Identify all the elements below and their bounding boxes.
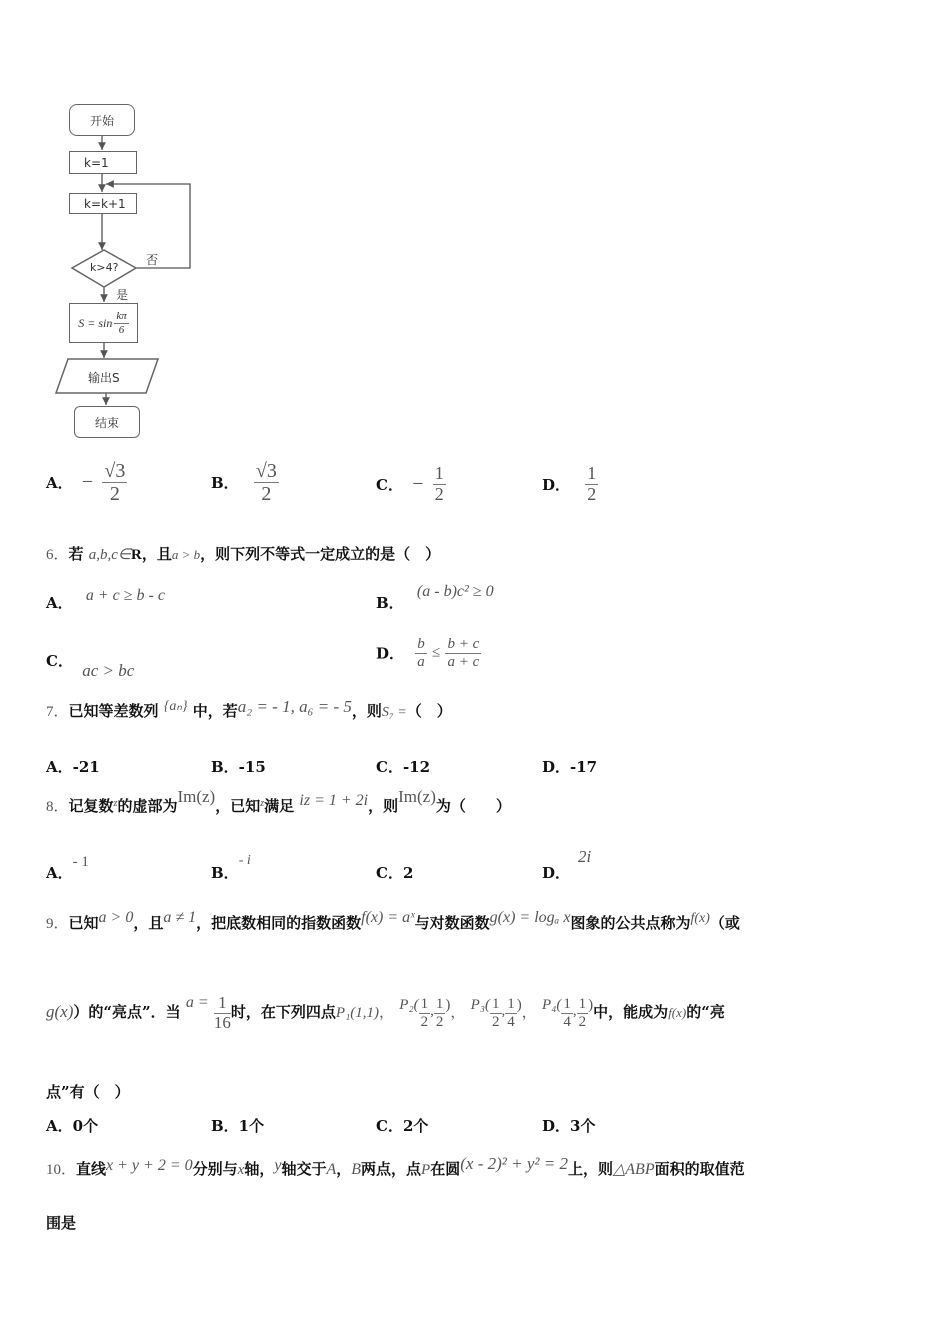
q7-text-1: 已知等差数列 <box>68 702 159 720</box>
q9-stem-line-1 <box>46 909 740 933</box>
q6-number: 6． <box>46 547 69 563</box>
q6-d-lhs-den: a <box>417 653 425 670</box>
q5-b-fraction <box>254 460 279 505</box>
q6-d-rhs <box>445 636 481 670</box>
q9-math-5: f(x) <box>690 911 710 926</box>
q8-stem <box>46 787 511 816</box>
q5-option-a <box>46 460 127 505</box>
q9-p2-x-den: 2 <box>420 1013 429 1030</box>
q6-d-rhs-den: a + c <box>447 653 480 670</box>
q7-text-2: 中，若 <box>192 702 238 720</box>
no-label: 否 <box>146 253 159 267</box>
output-text: 输出S <box>88 371 120 385</box>
q9-math-6: g(x) <box>46 1002 74 1022</box>
q9-a-fraction <box>214 994 231 1032</box>
q6-d-rhs-num: b + c <box>447 636 480 652</box>
q7-option-b: B．-15 <box>211 758 266 776</box>
q8-text-4: 满足 <box>264 797 295 815</box>
q5-c-num: 1 <box>434 463 444 483</box>
start-terminal <box>69 104 135 136</box>
q10-math-tri: △ABP <box>612 1161 655 1178</box>
q9-math-9: f(x) <box>668 1005 687 1021</box>
q6-b-letter: B． <box>376 594 404 612</box>
step-text: k=k+1 <box>84 196 126 211</box>
q7-math-2: a₂ = - 1, a₆ = - 5 <box>237 697 352 716</box>
q9-p4-label: P₄( <box>542 997 562 1014</box>
q8-math-im: Im(z) <box>177 787 216 806</box>
q5-d-fraction <box>585 464 598 505</box>
q9-stem-line-3: 点”有（ ） <box>46 1083 130 1101</box>
q7-option-c: C．-12 <box>376 758 431 776</box>
q8-number: 8． <box>46 799 69 815</box>
q5-c-sign: − <box>412 472 424 495</box>
q8-text-5: ，则 <box>368 797 399 815</box>
q10-text-9: 面积的取值范 <box>654 1160 745 1178</box>
q9-text-9: 中，能成为 <box>593 1003 669 1022</box>
q9-p2-y-num: 1 <box>435 996 444 1013</box>
q8-option-c: C．2 <box>376 864 414 882</box>
q9-p1: P₁(1,1) <box>335 1005 380 1022</box>
q9-p3-x <box>490 996 502 1030</box>
q10-math-1: x + y + 2 = 0 <box>106 1157 193 1174</box>
q9-p3-label: P₃( <box>470 997 491 1014</box>
q5-option-d <box>542 464 598 505</box>
q9-option-b: B．1个 <box>211 1117 265 1135</box>
q8-option-b <box>211 848 251 882</box>
q9-p3-y <box>505 996 517 1030</box>
q6-a-math: a + c ≥ b - c <box>85 587 165 604</box>
q8-math-eq: iz = 1 + 2i <box>299 792 369 809</box>
q8-text-1: 记复数 <box>68 797 114 815</box>
assign-num: kπ <box>116 310 127 323</box>
q9-p2-x <box>419 996 431 1030</box>
flowchart-arrows <box>0 0 950 450</box>
q8-option-a <box>46 850 89 882</box>
q5-c-fraction <box>433 464 446 505</box>
yes-label: 是 <box>116 288 129 302</box>
q10-stem-line-1 <box>46 1154 745 1179</box>
q9-text-10: 的“亮 <box>686 1003 725 1022</box>
q9-p2-y-den: 2 <box>435 1013 444 1030</box>
q7-stem <box>46 697 452 721</box>
q5-a-sign: − <box>81 471 94 493</box>
q6-text-1: 若 <box>68 545 84 563</box>
q6-a-letter: A． <box>46 594 73 612</box>
q7-text-3: ，则 <box>351 702 382 720</box>
q9-text-5: 图象的公共点称为 <box>570 914 691 932</box>
q5-d-num: 1 <box>587 463 597 483</box>
q9-p2-label: P₂( <box>399 997 419 1014</box>
q5-a-letter: A． <box>46 474 73 492</box>
q5-b-den: 2 <box>261 483 272 505</box>
end-terminal <box>74 406 140 438</box>
q6-c-letter: C． <box>46 652 73 670</box>
q8-d-math: 2i <box>578 847 592 866</box>
q10-text-3: 轴， <box>244 1160 275 1178</box>
q7-option-d: D．-17 <box>542 758 598 776</box>
q9-p4-x-den: 4 <box>563 1013 571 1030</box>
q8-text-6: 为（ ） <box>435 797 511 815</box>
q10-math-p: P <box>421 1162 431 1178</box>
assign-den: 6 <box>118 323 125 336</box>
q10-text-7: 在圆 <box>430 1160 461 1178</box>
q9-option-a: A．0个 <box>46 1117 99 1135</box>
q9-p3-y-den: 4 <box>507 1013 515 1030</box>
q7-number: 7． <box>46 704 69 720</box>
q9-number: 9． <box>46 916 69 932</box>
q5-option-c <box>376 464 446 505</box>
q8-text-2: 的虚部为 <box>117 797 178 815</box>
q6-option-b <box>376 580 494 612</box>
q9-text-4: 与对数函数 <box>414 914 490 932</box>
q6-d-lhs <box>415 636 427 670</box>
q7-math-3: S₇ = <box>381 705 407 720</box>
q8-math-z: z <box>113 798 118 809</box>
q5-b-letter: B． <box>211 474 239 492</box>
q9-text-8: 时，在下列四点 <box>230 1003 336 1022</box>
q5-a-num: √3 <box>104 460 126 482</box>
q8-text-3: ，已知 <box>215 797 261 815</box>
q5-a-den: 2 <box>109 483 120 505</box>
q9-p3-y-num: 1 <box>507 996 515 1013</box>
q9-p4-y-num: 1 <box>578 996 587 1013</box>
q9-math-2: a ≠ 1 <box>163 909 197 926</box>
q9-math-4: g(x) = logₐ x <box>489 909 571 926</box>
q9-text-6: （或 <box>709 914 740 932</box>
assign-fraction <box>114 310 128 335</box>
q8-option-d <box>542 846 592 882</box>
q6-d-letter: D． <box>376 644 405 663</box>
q5-c-letter: C． <box>376 475 403 494</box>
q8-a-letter: A． <box>46 864 73 882</box>
assign-prefix: S = sin <box>78 315 113 330</box>
q6-text-3: ，则下列不等式一定成立的是（ ） <box>200 545 441 563</box>
q10-text-8: 上，则 <box>567 1160 613 1178</box>
q10-stem-line-2: 围是 <box>46 1214 77 1232</box>
q6-text-2: ，且 <box>141 545 172 563</box>
q9-option-d: D．3个 <box>542 1117 596 1135</box>
q8-math-im-2: Im(z) <box>398 787 436 806</box>
decision-text: k>4? <box>90 261 119 274</box>
q9-p2-y <box>434 996 446 1030</box>
q6-option-a <box>46 584 165 612</box>
q7-text-4: （ ） <box>406 702 452 720</box>
q8-math-z-2: z <box>260 798 265 809</box>
q7-option-a: A．-21 <box>46 758 100 776</box>
q9-math-a: a = <box>185 994 209 1012</box>
q6-option-c <box>46 650 135 680</box>
init-box <box>69 151 137 174</box>
q9-text-1: 已知 <box>68 914 99 932</box>
q5-a-fraction <box>102 460 127 505</box>
q10-text-5: ， <box>336 1160 352 1178</box>
q10-text-1: 直线 <box>76 1160 107 1178</box>
q8-b-letter: B． <box>211 864 239 882</box>
q9-p4-x-num: 1 <box>563 996 571 1013</box>
q9-stem-line-2: g(x)）的“亮点”．当 a = $\frac{1}{16}$ 时，在下列四点P₁(1,1)， P₂( $\frac{1}{2}$ , $\frac{1}{2}$ )， P₃( $\frac{1}{2}$ , $\frac{1}{4}$ )， P₄( $\frac{1}{4}$ , $\frac{1}{2}$ )中，能成为f(x)的“亮 <box>46 993 725 1032</box>
assign-box <box>69 303 138 343</box>
q6-math-2: a > b <box>171 547 201 562</box>
q9-text-7: ）的“亮点”．当 <box>73 1003 181 1022</box>
q6-d-rel: ≤ <box>431 644 441 661</box>
q9-p4-x <box>561 996 573 1030</box>
init-text: k=1 <box>84 155 109 170</box>
q10-text-6: 两点，点 <box>361 1160 422 1178</box>
q5-c-den: 2 <box>434 483 444 504</box>
q9-p3-x-num: 1 <box>492 996 500 1013</box>
q9-option-c: C．2个 <box>376 1117 429 1135</box>
q9-text-3: ，把底数相同的指数函数 <box>196 914 362 932</box>
end-text: 结束 <box>94 415 119 430</box>
q10-math-circle: (x - 2)² + y² = 2 <box>460 1154 568 1173</box>
q9-p2-x-num: 1 <box>420 996 429 1013</box>
q8-d-letter: D． <box>542 864 571 882</box>
q8-a-math: - 1 <box>72 854 89 870</box>
q5-d-den: 2 <box>587 483 597 504</box>
q9-text-2: ，且 <box>133 914 164 932</box>
q6-d-lhs-num: b <box>417 636 425 652</box>
q10-math-x: x <box>237 1162 245 1178</box>
q10-math-a: A <box>326 1161 337 1178</box>
q6-option-d <box>376 636 481 670</box>
q10-text-2: 分别与 <box>192 1160 238 1178</box>
q5-b-num: √3 <box>255 460 277 482</box>
q6-b-math: (a - b)c² ≥ 0 <box>416 583 494 600</box>
q5-option-b <box>211 460 279 505</box>
q10-number: 10． <box>46 1162 77 1178</box>
q9-a-den: 16 <box>213 1012 231 1032</box>
q6-math-1: a,b,c∈ <box>88 547 131 563</box>
q9-p4-y-den: 2 <box>578 1013 587 1030</box>
q9-math-3: f(x) = aˣ <box>361 909 415 926</box>
q6-stem <box>46 543 440 564</box>
q8-b-math: - i <box>238 853 251 868</box>
step-box <box>69 193 137 214</box>
q5-d-letter: D． <box>542 475 571 494</box>
q9-p4-y <box>577 996 589 1030</box>
q9-a-num: 1 <box>214 994 231 1014</box>
q10-text-4: 轴交于 <box>281 1160 327 1178</box>
q6-c-math: ac > bc <box>82 661 135 680</box>
q9-p3-x-den: 2 <box>492 1013 500 1030</box>
q10-math-b: B <box>351 1161 362 1178</box>
q9-math-1: a > 0 <box>98 909 134 926</box>
q7-math-1: {aₙ} <box>163 699 188 714</box>
q6-math-r: R <box>131 547 142 563</box>
q10-math-y: y <box>274 1157 282 1174</box>
start-text: 开始 <box>89 113 114 128</box>
